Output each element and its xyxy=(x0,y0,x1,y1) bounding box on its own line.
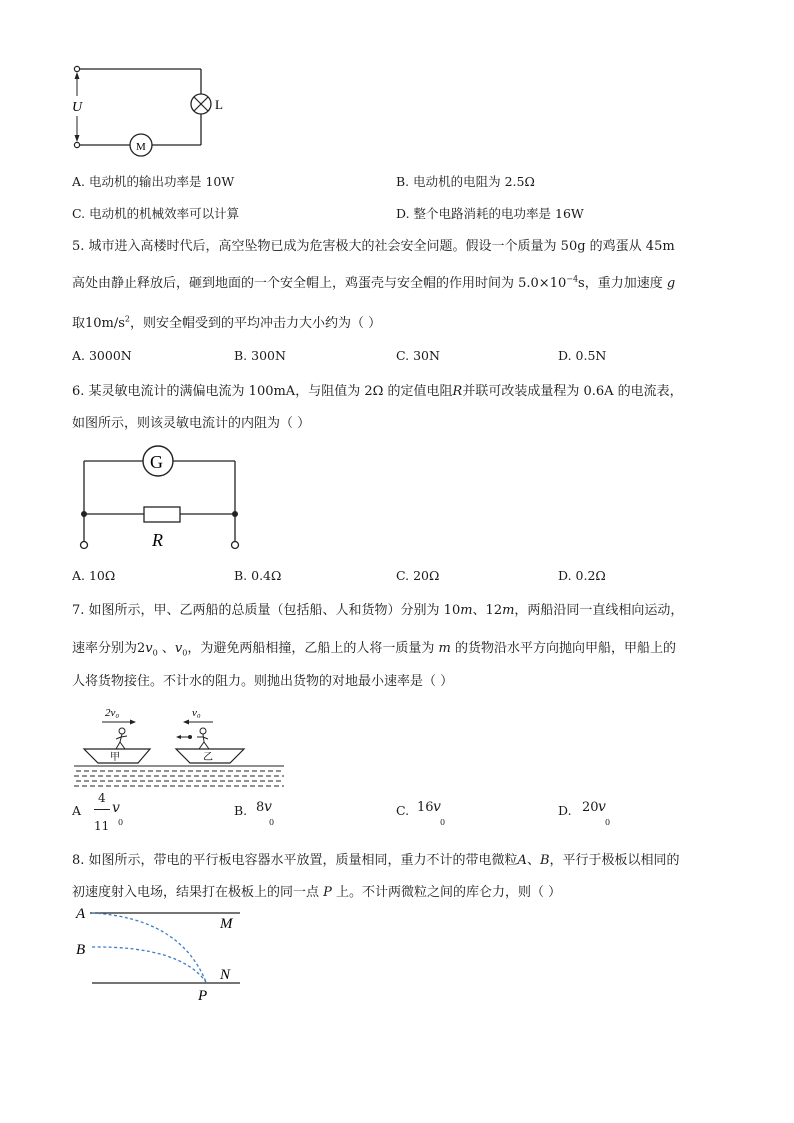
q7-option-c-letter: C. xyxy=(396,803,410,818)
q4-option-b: B. 电动机的电阻为 2.5Ω xyxy=(396,174,535,189)
q8-label-m: M xyxy=(220,916,233,932)
q7-boat2-label: 乙 xyxy=(203,752,213,763)
q8-stem-line1: 8. 如图所示，带电的平行板电容器水平放置，质量相同，重力不计的带电微粒A、B，平行于极板以相同的 xyxy=(72,853,680,868)
q6-stem-line1: 6. 某灵敏电流计的满偏电流为 100mA，与阻值为 2Ω 的定值电阻R并联可改装成量程为 0.6A 的电流表， xyxy=(72,384,683,399)
q6-option-a: A. 10Ω xyxy=(72,568,116,583)
q7-stem-line1: 7. 如图所示，甲、乙两船的总质量（包括船、人和货物）分别为 10m、12m，两船沿同一直线相向运动， xyxy=(72,603,684,618)
q7-option-a-numerator: 4 xyxy=(98,791,106,805)
q7-option-b-coef: 8 xyxy=(256,800,265,815)
q6-option-d: D. 0.2Ω xyxy=(558,568,606,583)
q5-option-d: D. 0.5N xyxy=(558,348,607,363)
q7-option-d-v: v xyxy=(598,799,606,815)
q5-stem-line2: 高处由静止释放后，砸到地面的一个安全帽上，鸡蛋壳与安全帽的作用时间为 $5.0\times 10^{-4}s$，重力加速度 g xyxy=(72,274,676,291)
q6-option-c: C. 20Ω xyxy=(396,568,440,583)
q7-option-b-v: v xyxy=(264,799,272,815)
q4-label-l: L xyxy=(215,97,223,112)
q7-option-a-v: v xyxy=(112,800,120,816)
q4-label-u: U xyxy=(72,100,83,115)
q5-stem-line3: 取$10m/s^2$，则安全帽受到的平均冲击力大小约为（ ） xyxy=(72,314,382,331)
q7-option-b-letter: B. xyxy=(234,803,248,818)
q7-option-b-sub: 0 xyxy=(269,818,275,827)
q7-label-v2: v₀ xyxy=(192,707,201,719)
q4-option-d: D. 整个电路消耗的电功率是 16W xyxy=(396,206,584,221)
q6-label-r: R xyxy=(152,530,163,550)
q7-stem-line2: 速率分别为$2v_0$ 、$v_0$，为避免两船相撞，乙船上的人将一质量为 m 的货物沿水平方向抛向甲船，甲船上的 xyxy=(72,641,676,658)
q5-option-b: B. 300N xyxy=(234,348,286,363)
q7-option-a-sub: 0 xyxy=(118,818,124,827)
q7-option-a-fraction-bar xyxy=(94,809,110,810)
q7-option-c-v: v xyxy=(433,799,441,815)
q6-ammeter-figure xyxy=(70,440,250,558)
q7-option-d-sub: 0 xyxy=(605,818,611,827)
q6-stem-line2: 如图所示，则该灵敏电流计的内阻为（ ） xyxy=(72,416,311,431)
q7-option-a-denominator: 11 xyxy=(94,819,110,833)
q7-option-d-coef: 20 xyxy=(582,800,599,815)
q4-option-c: C. 电动机的机械效率可以计算 xyxy=(72,206,240,221)
q8-stem-line2: 初速度射入电场，结果打在极板上的同一点 P 上。不计两微粒之间的库仑力，则（ ） xyxy=(72,885,562,900)
q7-label-v1: 2v₀ xyxy=(105,707,120,719)
q8-label-b: B xyxy=(76,942,86,958)
q7-boat1-label: 甲 xyxy=(110,752,120,763)
q4-circuit-figure xyxy=(60,60,240,160)
q7-option-c-sub: 0 xyxy=(440,818,446,827)
q5-option-a: A. 3000N xyxy=(72,348,132,363)
q7-boats-figure xyxy=(72,700,287,792)
q5-stem-line1: 5. 城市进入高楼时代后，高空坠物已成为危害极大的社会安全问题。假设一个质量为 50g 的鸡蛋从 45m xyxy=(72,239,675,254)
q6-label-g: G xyxy=(150,452,163,472)
q4-label-m: M xyxy=(136,141,146,153)
q6-option-b: B. 0.4Ω xyxy=(234,568,282,583)
q8-label-n: N xyxy=(220,967,231,983)
q8-capacitor-figure xyxy=(70,900,250,1008)
q7-option-c-coef: 16 xyxy=(417,800,434,815)
q8-label-a: A xyxy=(76,906,86,922)
q7-option-d-letter: D. xyxy=(558,803,572,818)
q5-option-c: C. 30N xyxy=(396,348,440,363)
q7-stem-line3: 人将货物接住。不计水的阻力。则抛出货物的对地最小速率是（ ） xyxy=(72,674,454,689)
q8-label-p: P xyxy=(198,988,208,1004)
q4-option-a: A. 电动机的输出功率是 10W xyxy=(72,174,235,189)
q7-option-a-letter: A xyxy=(72,803,82,818)
